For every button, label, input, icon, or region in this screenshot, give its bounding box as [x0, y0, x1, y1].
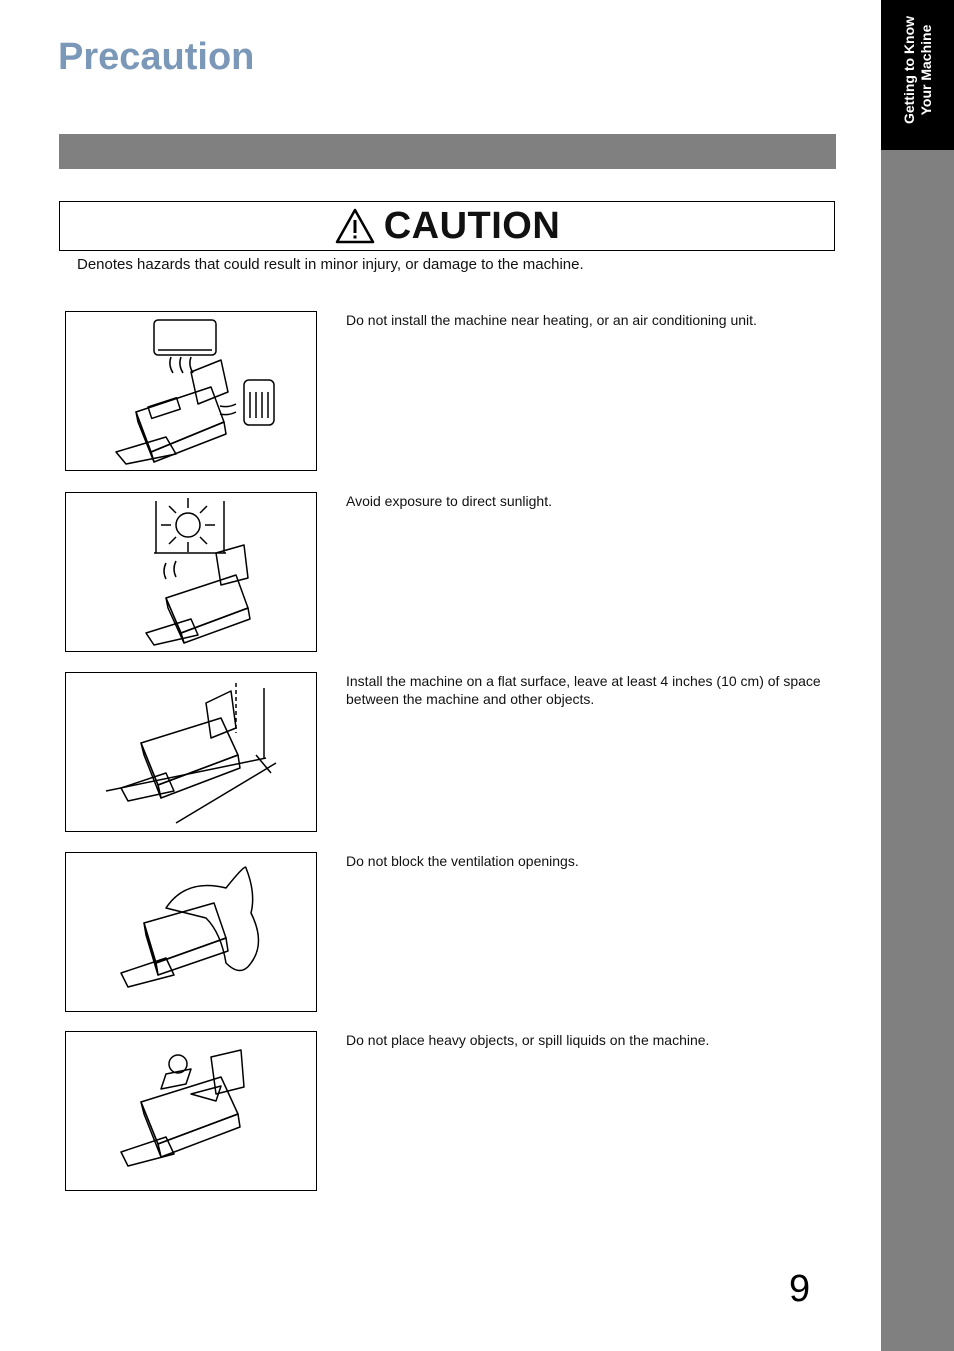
caution-description: Denotes hazards that could result in minor injury, or damage to the machine. [77, 256, 584, 273]
precaution-text: Avoid exposure to direct sunlight. [346, 493, 552, 509]
sun-icon [66, 493, 316, 651]
precaution-text: Do not block the ventilation openings. [346, 853, 579, 869]
warning-triangle-icon [334, 207, 376, 245]
chapter-tab [881, 0, 954, 150]
cloth-cover-icon [66, 853, 316, 1011]
precaution-item [65, 311, 835, 471]
caution-heading: CAUTION [383, 204, 561, 247]
page-title: Precaution [58, 36, 255, 78]
chapter-tab-line1: Getting to Know [900, 15, 917, 125]
precaution-item [65, 1031, 835, 1191]
section-header-bar [59, 134, 836, 169]
precaution-text: Do not install the machine near heating, or an air conditioning unit. [346, 312, 757, 328]
precaution-item [65, 492, 835, 652]
chapter-tab-line2: Your Machine [917, 24, 934, 116]
fax-heater-icon [66, 312, 316, 470]
illustration-fax-heavy-objects [65, 1031, 317, 1191]
page-number: 9 [789, 1268, 811, 1310]
illustration-fax-near-heater [65, 311, 317, 471]
fax-spacing-icon [66, 673, 316, 831]
precaution-text: Do not place heavy objects, or spill liquids on the machine. [346, 1032, 710, 1048]
caution-banner [59, 201, 835, 251]
spill-liquid-icon [66, 1032, 316, 1190]
precaution-item [65, 672, 835, 832]
side-strip [881, 150, 954, 1351]
illustration-fax-flat-surface [65, 672, 317, 832]
illustration-fax-sunlight [65, 492, 317, 652]
illustration-fax-ventilation [65, 852, 317, 1012]
precaution-text: Install the machine on a flat surface, leave at least 4 inches (10 cm) of space between the machine and other objects. [346, 673, 821, 707]
precaution-item [65, 852, 835, 1012]
